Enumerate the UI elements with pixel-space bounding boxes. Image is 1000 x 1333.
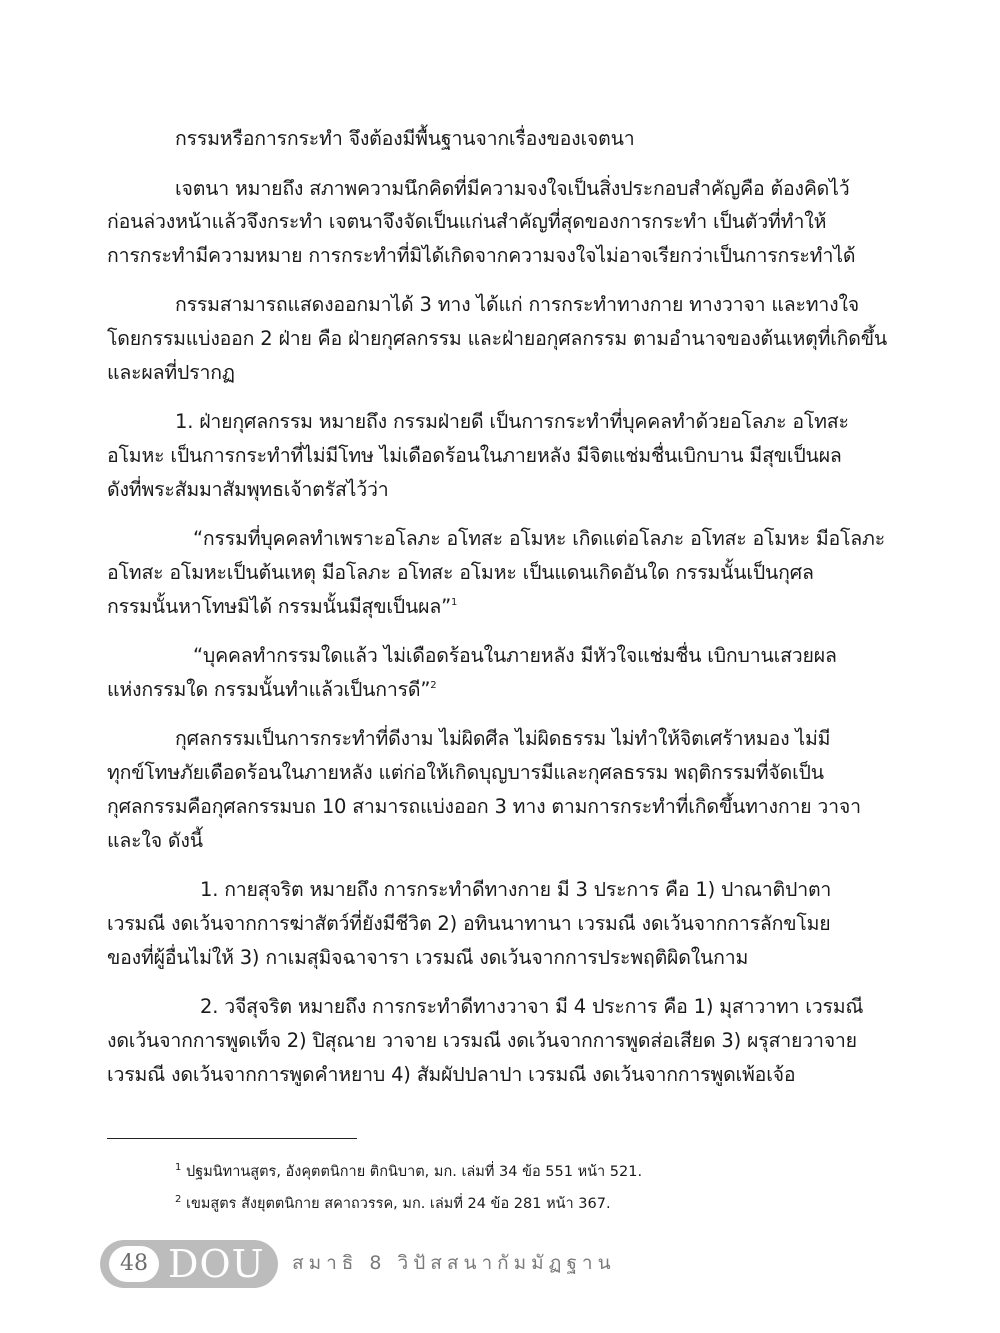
footnote-1 (175, 1162, 642, 1182)
body-line: เจตนา หมายถึง สภาพความนึกคิดที่มีความจงใจเป็นสิ่งประกอบสำคัญคือ ต้องคิดไว้ (175, 177, 850, 200)
footnote-ref-1[interactable]: 1 (450, 597, 458, 608)
footer-badge (100, 1240, 278, 1288)
body-line: 1. ฝ่ายกุศลกรรม หมายถึง กรรมฝ่ายดี เป็นการกระทำที่บุคคลทำด้วยอโลภะ อโทสะ (175, 410, 849, 433)
list-item-line: งดเว้นจากการพูดเท็จ 2) ปิสุณาย วาจาย เวรมณี งดเว้นจากการพูดส่อเสียด 3) ผรุสายวาจาย (107, 1029, 857, 1052)
quote-line (107, 595, 457, 619)
list-item-line: 2. วจีสุจริต หมายถึง การกระทำดีทางวาจา มี 4 ประการ คือ 1) มุสาวาทา เวรมณี (200, 995, 864, 1018)
body-line: ทุกข์โทษภัยเดือดร้อนในภายหลัง แต่ก่อให้เกิดบุญบารมีและกุศลธรรม พฤติกรรมที่จัดเป็น (107, 761, 824, 784)
footnote-divider (107, 1138, 357, 1139)
footnote-number: 2 (175, 1194, 182, 1205)
book-title: สมาธิ 8 วิปัสสนากัมมัฏฐาน (292, 1252, 616, 1274)
footnote-text: ปฐมนิทานสูตร, อังคุตตนิกาย ติกนิบาต, มก. เล่มที่ 34 ข้อ 551 หน้า 521. (185, 1164, 643, 1180)
body-line: โดยกรรมแบ่งออก 2 ฝ่าย คือ ฝ่ายกุศลกรรม และฝ่ายอกุศลกรรม ตามอำนาจของต้นเหตุที่เกิดขึ้น (107, 327, 888, 350)
body-line: และใจ ดังนี้ (107, 829, 203, 852)
body-line: อโมหะ เป็นการกระทำที่ไม่มีโทษ ไม่เดือดร้อนในภายหลัง มีจิตแช่มชื่นเบิกบาน มีสุขเป็นผล (107, 444, 842, 467)
body-line: กุศลกรรมเป็นการกระทำที่ดีงาม ไม่ผิดศีล ไม่ผิดธรรม ไม่ทำให้จิตเศร้าหมอง ไม่มี (175, 727, 831, 750)
quote-line (107, 678, 436, 702)
quote-line: “กรรมที่บุคคลทำเพราะอโลภะ อโทสะ อโมหะ เกิดแต่อโลภะ อโทสะ อโมหะ มีอโลภะ (193, 527, 885, 550)
quote-line: “บุคคลทำกรรมใดแล้ว ไม่เดือดร้อนในภายหลัง มีหัวใจแช่มชื่น เบิกบานเสวยผล (193, 644, 837, 667)
footnote-number: 1 (175, 1162, 182, 1173)
body-line: กุศลกรรมคือกุศลกรรมบถ 10 สามารถแบ่งออก 3 ทาง ตามการกระทำที่เกิดขึ้นทางกาย วาจา (107, 795, 861, 818)
quote-line: อโทสะ อโมหะเป็นต้นเหตุ มีอโลภะ อโทสะ อโมหะ เป็นแดนเกิดอันใด กรรมนั้นเป็นกุศล (107, 561, 814, 584)
quote-text: กรรมนั้นหาโทษมิได้ กรรมนั้นมีสุขเป็นผล” (107, 595, 451, 618)
body-line: ดังที่พระสัมมาสัมพุทธเจ้าตรัสไว้ว่า (107, 478, 389, 501)
body-line: และผลที่ปรากฏ (107, 361, 235, 384)
list-item-line: เวรมณี งดเว้นจากการฆ่าสัตว์ที่ยังมีชีวิต 2) อทินนาทานา เวรมณี งดเว้นจากการลักขโมย (107, 912, 831, 935)
body-line: กรรมสามารถแสดงออกมาได้ 3 ทาง ได้แก่ การกระทำทางกาย ทางวาจา และทางใจ (175, 293, 860, 316)
footnote-2 (175, 1194, 611, 1214)
body-line: กรรมหรือการกระทำ จึงต้องมีพื้นฐานจากเรื่องของเจตนา (175, 127, 635, 150)
list-item-line: 1. กายสุจริต หมายถึง การกระทำดีทางกาย มี 3 ประการ คือ 1) ปาณาติปาตา (200, 878, 832, 901)
list-item-line: ของที่ผู้อื่นไม่ให้ 3) กาเมสุมิจฉาจารา เวรมณี งดเว้นจากการประพฤติผิดในกาม (107, 946, 749, 969)
brand-logo: DOU (168, 1242, 265, 1286)
footnote-ref-2[interactable]: 2 (430, 680, 437, 691)
list-item-line: เวรมณี งดเว้นจากการพูดคำหยาบ 4) สัมผัปปลาปา เวรมณี งดเว้นจากการพูดเพ้อเจ้อ (107, 1063, 796, 1086)
footnote-text: เขมสูตร สังยุตตนิกาย สคาถวรรค, มก. เล่มที่ 24 ข้อ 281 หน้า 367. (185, 1196, 611, 1212)
body-line: ก่อนล่วงหน้าแล้วจึงกระทำ เจตนาจึงจัดเป็นแก่นสำคัญที่สุดของการกระทำ เป็นตัวที่ทำให้ (107, 210, 827, 233)
body-line: การกระทำมีความหมาย การกระทำที่มิได้เกิดจากความจงใจไม่อาจเรียกว่าเป็นการกระทำได้ (107, 244, 856, 267)
quote-text: แห่งกรรมใด กรรมนั้นทำแล้วเป็นการดี” (107, 678, 431, 701)
page-number: 48 (109, 1246, 159, 1282)
